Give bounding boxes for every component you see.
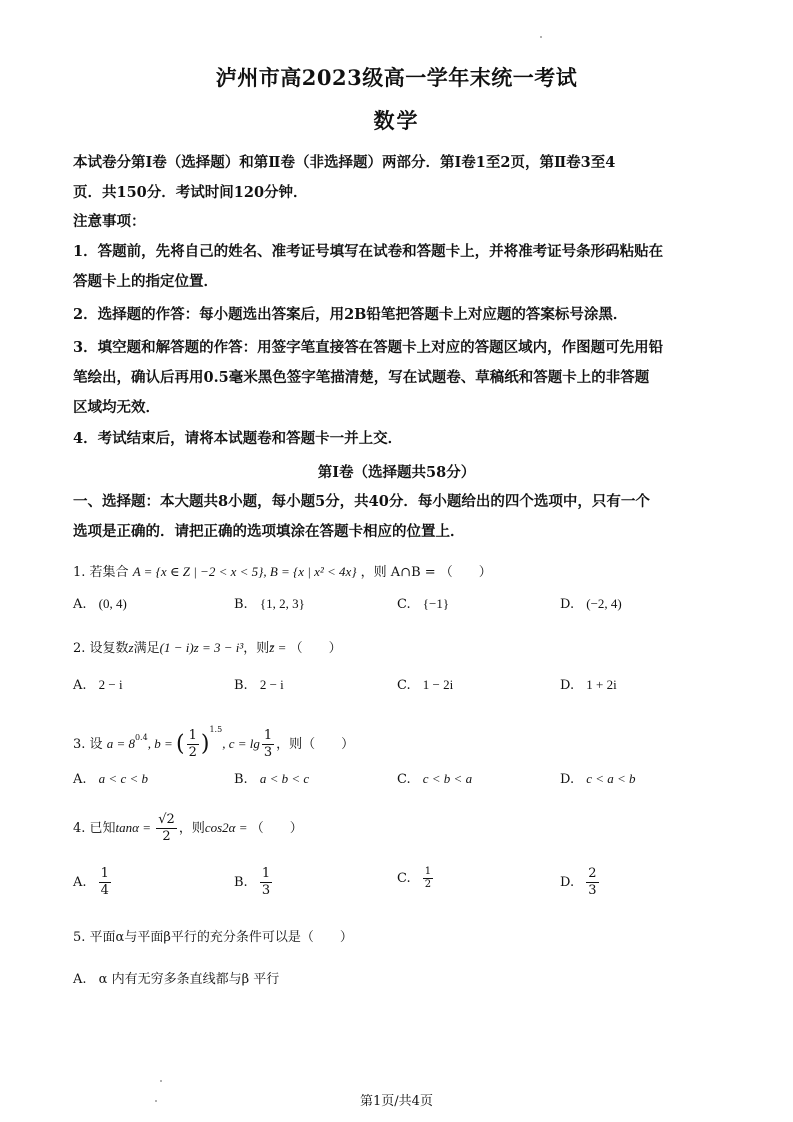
question-3-suffix: ，则（ ） <box>276 737 355 752</box>
question-2-equals: = <box>274 640 290 655</box>
question-3-option-b[interactable] <box>234 769 309 790</box>
option-label: A. <box>73 772 87 787</box>
question-2-blank: （ ） <box>289 641 342 656</box>
note-3-line-2: 笔绘出，确认后再用0.5毫米黑色签字笔描清楚，写在试题卷、草稿纸和答题卡上的非答题 <box>73 369 650 386</box>
question-1-option-a[interactable] <box>73 594 127 615</box>
question-2-option-c[interactable] <box>397 675 453 696</box>
question-4-suffix: ，则 <box>178 821 205 836</box>
question-2-equation: (1 − i)z = 3 − i³ <box>159 640 244 655</box>
option-value: 1 + 2i <box>586 677 617 692</box>
question-3-option-a[interactable] <box>73 769 148 790</box>
intro-line-2: 页．共150分．考试时间120分钟． <box>73 184 308 201</box>
option-label: A. <box>73 678 87 693</box>
option-fraction <box>423 866 433 891</box>
note-1-line-2: 答题卡上的指定位置． <box>73 273 218 290</box>
question-1-option-d[interactable] <box>560 594 622 615</box>
option-label: A. <box>73 972 87 987</box>
question-1-stem <box>73 562 492 583</box>
fraction-denominator: 2 <box>162 829 171 844</box>
question-4-option-b[interactable] <box>234 866 274 899</box>
fraction-denominator: 2 <box>188 745 197 760</box>
question-5-option-a[interactable] <box>73 970 279 990</box>
option-label: C. <box>397 597 411 612</box>
option-fraction <box>586 866 598 899</box>
question-3-a: a = 8 <box>106 736 135 751</box>
section-instruction-line-2: 选项是正确的．请把正确的选项填涂在答题卡相应的位置上． <box>73 523 465 540</box>
fraction-numerator: 1 <box>261 866 271 881</box>
note-4: 4．考试结束后，请将本试题卷和答题卡一并上交． <box>73 430 403 447</box>
exam-title: 泸州市高2023级高一学年末统一考试 <box>215 65 578 90</box>
option-label: D. <box>560 678 575 693</box>
fraction-denominator: 3 <box>263 745 273 760</box>
question-3-option-c[interactable] <box>397 769 472 790</box>
option-value: (0, 4) <box>98 596 127 611</box>
question-2-prefix: 2. 设复数 <box>73 641 129 656</box>
option-label: B. <box>234 875 248 890</box>
question-2-suffix: ，则 <box>243 641 270 656</box>
subject-title: 数学 <box>373 108 420 133</box>
option-value: 2 − i <box>259 677 284 692</box>
left-paren: ( <box>175 731 185 757</box>
option-label: C. <box>397 772 411 787</box>
question-3-stem <box>73 710 354 765</box>
option-label: D. <box>560 597 575 612</box>
option-fraction <box>260 866 272 899</box>
question-3-b-exponent: 1.5 <box>209 725 223 734</box>
fraction-denominator: 3 <box>588 883 597 898</box>
fraction-denominator: 2 <box>424 879 432 890</box>
intro-line-1: 本试卷分第Ⅰ卷（选择题）和第Ⅱ卷（非选择题）两部分．第Ⅰ卷1至2页，第Ⅱ卷3至4 <box>73 154 616 171</box>
question-4-option-c[interactable] <box>397 866 435 891</box>
fraction-numerator: 1 <box>188 728 197 743</box>
option-value: {1, 2, 3} <box>259 596 305 611</box>
question-3-b-fraction <box>187 728 199 761</box>
fraction-numerator: 1 <box>263 728 273 743</box>
note-3-line-1: 3．填空题和解答题的作答：用签字笔直接答在答题卡上对应的答题区域内，作图题可先用铅 <box>73 339 664 356</box>
question-4-cos: cos2α = <box>204 820 251 835</box>
option-value: {−1} <box>422 596 450 611</box>
section-instruction-line-1: 一、选择题：本大题共8小题，每小题5分，共40分．每小题给出的四个选项中，只有一个 <box>73 493 650 510</box>
fraction-numerator: √2 <box>158 812 175 827</box>
scan-speck <box>155 1100 157 1102</box>
question-4-fraction <box>156 812 177 845</box>
question-4-option-a[interactable] <box>73 866 113 899</box>
option-label: D. <box>560 772 575 787</box>
question-1-prefix: 1. 若集合 <box>73 565 129 580</box>
question-4-blank: （ ） <box>250 821 303 836</box>
option-value: a < c < b <box>98 771 148 786</box>
question-2-option-d[interactable] <box>560 675 617 696</box>
option-fraction <box>99 866 111 899</box>
option-value: a < b < c <box>259 771 310 786</box>
page-number: 第1页/共4页 <box>360 1094 433 1109</box>
option-label: A. <box>73 597 87 612</box>
question-2-option-a[interactable] <box>73 675 123 696</box>
question-4-stem <box>73 808 303 849</box>
notes-heading: 注意事项： <box>73 213 146 230</box>
question-4-option-d[interactable] <box>560 866 601 899</box>
option-value: c < a < b <box>586 771 636 786</box>
question-2-stem <box>73 638 342 659</box>
option-label: C. <box>397 871 411 886</box>
option-label: B. <box>234 597 248 612</box>
question-5-stem: 5. 平面α与平面β平行的充分条件可以是（ ） <box>73 930 353 945</box>
scan-speck <box>160 1080 162 1082</box>
fraction-denominator: 4 <box>100 883 109 898</box>
option-label: D. <box>560 875 575 890</box>
note-2: 2．选择题的作答：每小题选出答案后，用2B铅笔把答题卡上对应题的答案标号涂黑． <box>73 306 628 323</box>
fraction-numerator: 1 <box>100 866 109 881</box>
question-4-prefix: 4. 已知 <box>73 821 116 836</box>
question-3-b: , b = <box>147 736 176 751</box>
question-1-sets: A = {x ∈ Z | −2 < x < 5}, B = {x | x² < 4x} <box>132 564 357 579</box>
option-label: B. <box>234 772 248 787</box>
scan-speck <box>540 36 542 38</box>
option-value: (−2, 4) <box>586 596 622 611</box>
option-value: 2 − i <box>98 677 123 692</box>
note-3-line-3: 区域均无效． <box>73 399 160 416</box>
note-1-line-1: 1．答题前，先将自己的姓名、准考证号填写在试卷和答题卡上，并将准考证号条形码粘贴在 <box>73 243 664 260</box>
question-3-a-exponent: 0.4 <box>134 733 148 742</box>
option-value: α 内有无穷多条直线都与β 平行 <box>98 972 280 987</box>
question-3-prefix: 3. 设 <box>73 737 103 752</box>
question-2-option-b[interactable] <box>234 675 284 696</box>
question-2-var: z <box>128 640 134 655</box>
section-heading: 第Ⅰ卷（选择题共58分） <box>317 464 476 481</box>
question-1-suffix: ，则 A∩B = （ ） <box>360 565 492 580</box>
option-label: B. <box>234 678 248 693</box>
question-3-option-d[interactable] <box>560 769 636 790</box>
question-3-c-fraction <box>262 728 274 761</box>
question-1-option-b[interactable] <box>234 594 305 615</box>
option-label: A. <box>73 875 87 890</box>
question-4-tan: tanα = <box>115 820 155 835</box>
fraction-numerator: 1 <box>424 866 432 877</box>
question-2-mid: 满足 <box>133 641 160 656</box>
option-value: c < b < a <box>422 771 473 786</box>
question-3-c: , c = lg <box>222 736 260 751</box>
right-paren: ) <box>200 731 210 757</box>
option-value: 1 − 2i <box>422 677 454 692</box>
option-label: C. <box>397 678 411 693</box>
question-2-conjugate: z̄ <box>269 640 275 655</box>
question-1-option-c[interactable] <box>397 594 449 615</box>
fraction-denominator: 3 <box>261 883 271 898</box>
fraction-numerator: 2 <box>588 866 597 881</box>
